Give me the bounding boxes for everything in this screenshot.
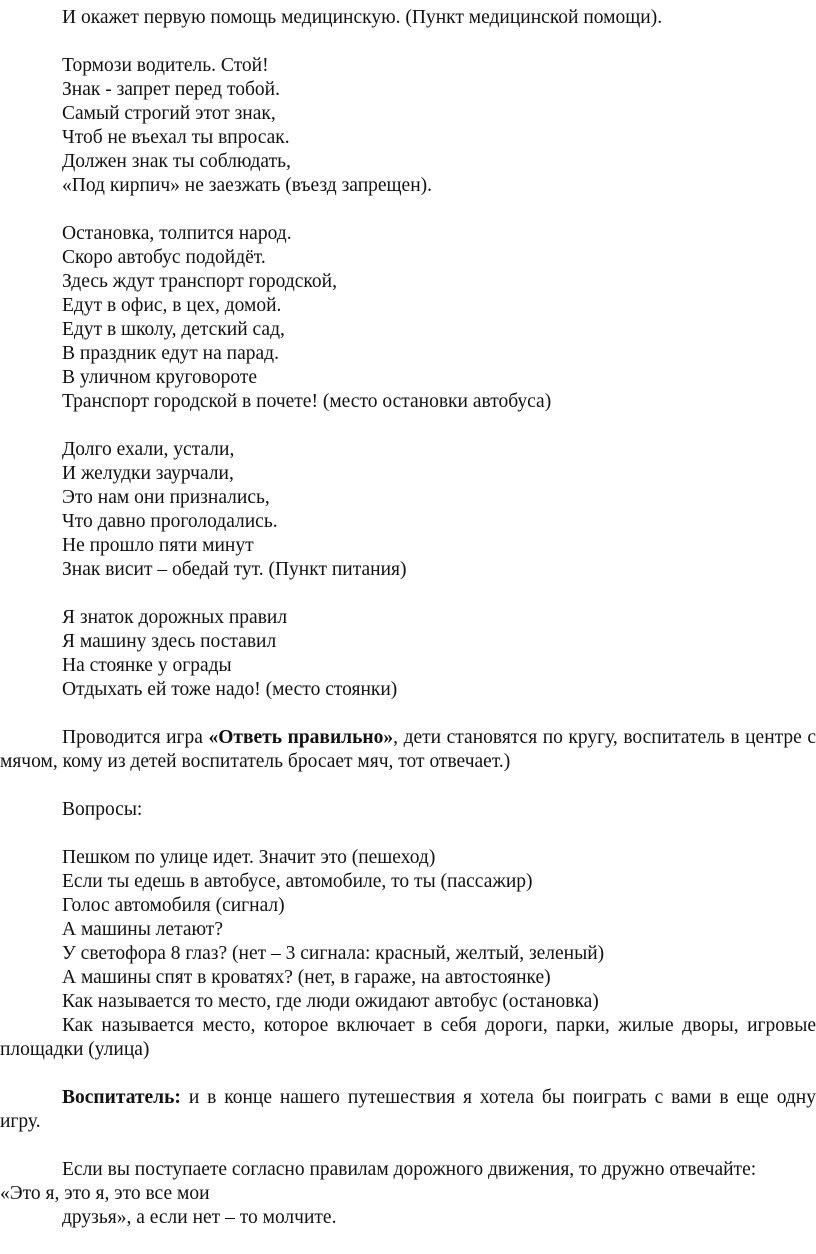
poem-line: В уличном круговороте bbox=[62, 367, 257, 388]
poem-line: Остановка, толпится народ. bbox=[62, 223, 292, 244]
game-title: «Ответь правильно» bbox=[208, 727, 394, 748]
poem-line: Должен знак ты соблюдать, bbox=[62, 151, 291, 172]
question-item: Голос автомобиля (сигнал) bbox=[62, 895, 285, 916]
poem-line: И желудки заурчали, bbox=[62, 463, 234, 484]
poem-line: В праздник едут на парад. bbox=[62, 343, 279, 364]
question-item: У светофора 8 глаз? (нет – 3 сигнала: красный, желтый, зеленый) bbox=[62, 943, 605, 964]
teacher-text: и в конце нашего путешествия я хотела бы поиграть с вами в еще одну игру. bbox=[0, 1087, 816, 1132]
poem-line: Что давно проголодались. bbox=[62, 511, 278, 532]
question-item: Пешком по улице идет. Значит это (пешеход) bbox=[62, 847, 436, 868]
poem-line: Едут в офис, в цех, домой. bbox=[62, 295, 282, 316]
poem-line: Отдыхать ей тоже надо! (место стоянки) bbox=[62, 679, 398, 700]
poem-line: Я машину здесь поставил bbox=[62, 631, 277, 652]
poem-line: Транспорт городской в почете! (место остановки автобуса) bbox=[62, 391, 552, 412]
poem-line: Я знаток дорожных правил bbox=[62, 607, 288, 628]
poem-line: На стоянке у ограды bbox=[62, 655, 232, 676]
game-post: , дети становятся по кругу, воспитатель в центре с мячом, кому из детей воспитатель бросает мяч, тот отвечает.) bbox=[0, 727, 816, 772]
poem-line: Знак - запрет перед тобой. bbox=[62, 79, 280, 100]
question-item: Если ты едешь в автобусе, автомобиле, то ты (пассажир) bbox=[62, 871, 533, 892]
poem-line: Не прошло пяти минут bbox=[62, 535, 254, 556]
game-pre: Проводится игра bbox=[62, 727, 209, 748]
questions-heading: Вопросы: bbox=[62, 799, 143, 820]
final-line-2: «Это я, это я, это все мои bbox=[0, 1183, 210, 1204]
teacher-label: Воспитатель: bbox=[62, 1087, 181, 1108]
poem-line: Самый строгий этот знак, bbox=[62, 103, 276, 124]
question-item: А машины летают? bbox=[62, 919, 223, 940]
game-paragraph bbox=[0, 726, 816, 774]
poem-line: Скоро автобус подойдёт. bbox=[62, 247, 266, 268]
question-item-last: Как называется место, которое включает в себя дороги, парки, жилые дворы, игровые площадки (улица) bbox=[0, 1015, 816, 1060]
final-line-1: Если вы поступаете согласно правилам дорожного движения, то дружно отвечайте: bbox=[62, 1159, 757, 1180]
question-item: Как называется то место, где люди ожидают автобус (остановка) bbox=[62, 991, 599, 1012]
poem-line: Долго ехали, устали, bbox=[62, 439, 235, 460]
poem-line: Это нам они признались, bbox=[62, 487, 270, 508]
poem-line: Знак висит – обедай тут. (Пункт питания) bbox=[62, 559, 407, 580]
text-line: И окажет первую помощь медицинскую. (Пункт медицинской помощи). bbox=[62, 7, 663, 28]
poem-line: Здесь ждут транспорт городской, bbox=[62, 271, 337, 292]
question-item: А машины спят в кроватях? (нет, в гараже, на автостоянке) bbox=[62, 967, 551, 988]
final-line-3: друзья», а если нет – то молчите. bbox=[62, 1207, 337, 1228]
poem-line: Тормози водитель. Стой! bbox=[62, 55, 269, 76]
teacher-paragraph bbox=[0, 1086, 816, 1134]
poem-line: Едут в школу, детский сад, bbox=[62, 319, 285, 340]
poem-line: Чтоб не въехал ты впросак. bbox=[62, 127, 290, 148]
poem-line: «Под кирпич» не заезжать (въезд запрещен). bbox=[62, 175, 433, 196]
